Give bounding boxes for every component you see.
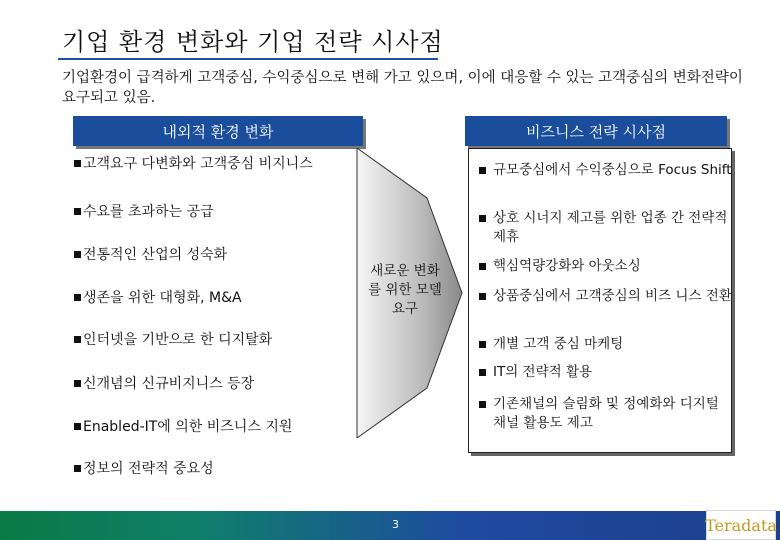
bullet-icon	[479, 263, 486, 270]
right-column-header: 비즈니스 전략 시사점	[465, 116, 727, 146]
footer-bar	[0, 511, 780, 540]
bullet-icon	[74, 465, 81, 472]
list-item: 정보의 전략적 중요성	[74, 458, 214, 478]
bullet-icon	[479, 167, 486, 174]
intro-text: 기업환경이 급격하게 고객중심, 수익중심으로 변해 가고 있으며, 이에 대응할 수 있는 고객중심의 변화전략이 요구되고 있음.	[62, 70, 743, 106]
teradata-logo: Teradata	[706, 510, 776, 540]
list-item: 상품중심에서 고객중심의 비즈 니스 전환	[479, 287, 733, 306]
bullet-icon	[74, 380, 81, 387]
list-item: 생존을 위한 대형화, M&A	[74, 287, 242, 307]
list-item: 인터넷을 기반으로 한 디지탈화	[74, 329, 272, 349]
title-underline	[58, 58, 438, 60]
list-item: 고객요구 다변화와 고객중심 비지니스	[74, 153, 313, 173]
list-item: 수요를 초과하는 공급	[74, 201, 214, 221]
bullet-icon	[74, 208, 81, 215]
list-item: 핵심역량강화와 아웃소싱	[479, 257, 733, 276]
bullet-icon	[479, 293, 486, 300]
slide-title: 기업 환경 변화와 기업 전략 시사점	[62, 28, 444, 56]
bullet-icon	[74, 251, 81, 258]
list-item: Enabled-IT에 의한 비즈니스 지원	[74, 416, 292, 436]
arrow-label: 새로운 변화를 위한 모델요구	[368, 263, 442, 317]
bullet-icon	[74, 423, 81, 430]
left-column-header: 내외적 환경 변화	[73, 116, 363, 146]
list-item: 개별 고객 중심 마케팅	[479, 335, 733, 354]
list-item: 전통적인 산업의 성숙화	[74, 244, 227, 264]
list-item: IT의 전략적 활용	[479, 363, 733, 382]
list-item: 상호 시너지 제고를 위한 업종 간 전략적 제휴	[479, 209, 733, 247]
bullet-icon	[479, 401, 486, 408]
list-item: 신개념의 신규비지니스 등장	[74, 373, 254, 393]
list-item: 기존채널의 슬림화 및 정예화와 디지털 채널 활용도 제고	[479, 395, 733, 433]
bullet-icon	[479, 341, 486, 348]
bullet-icon	[74, 160, 81, 167]
bullet-icon	[479, 215, 486, 222]
page-number: 3	[392, 518, 399, 531]
bullet-icon	[74, 336, 81, 343]
strategy-implications-box	[468, 148, 732, 453]
bullet-icon	[74, 294, 81, 301]
bullet-icon	[479, 369, 486, 376]
list-item: 규모중심에서 수익중심으로 Focus Shift	[479, 161, 733, 180]
